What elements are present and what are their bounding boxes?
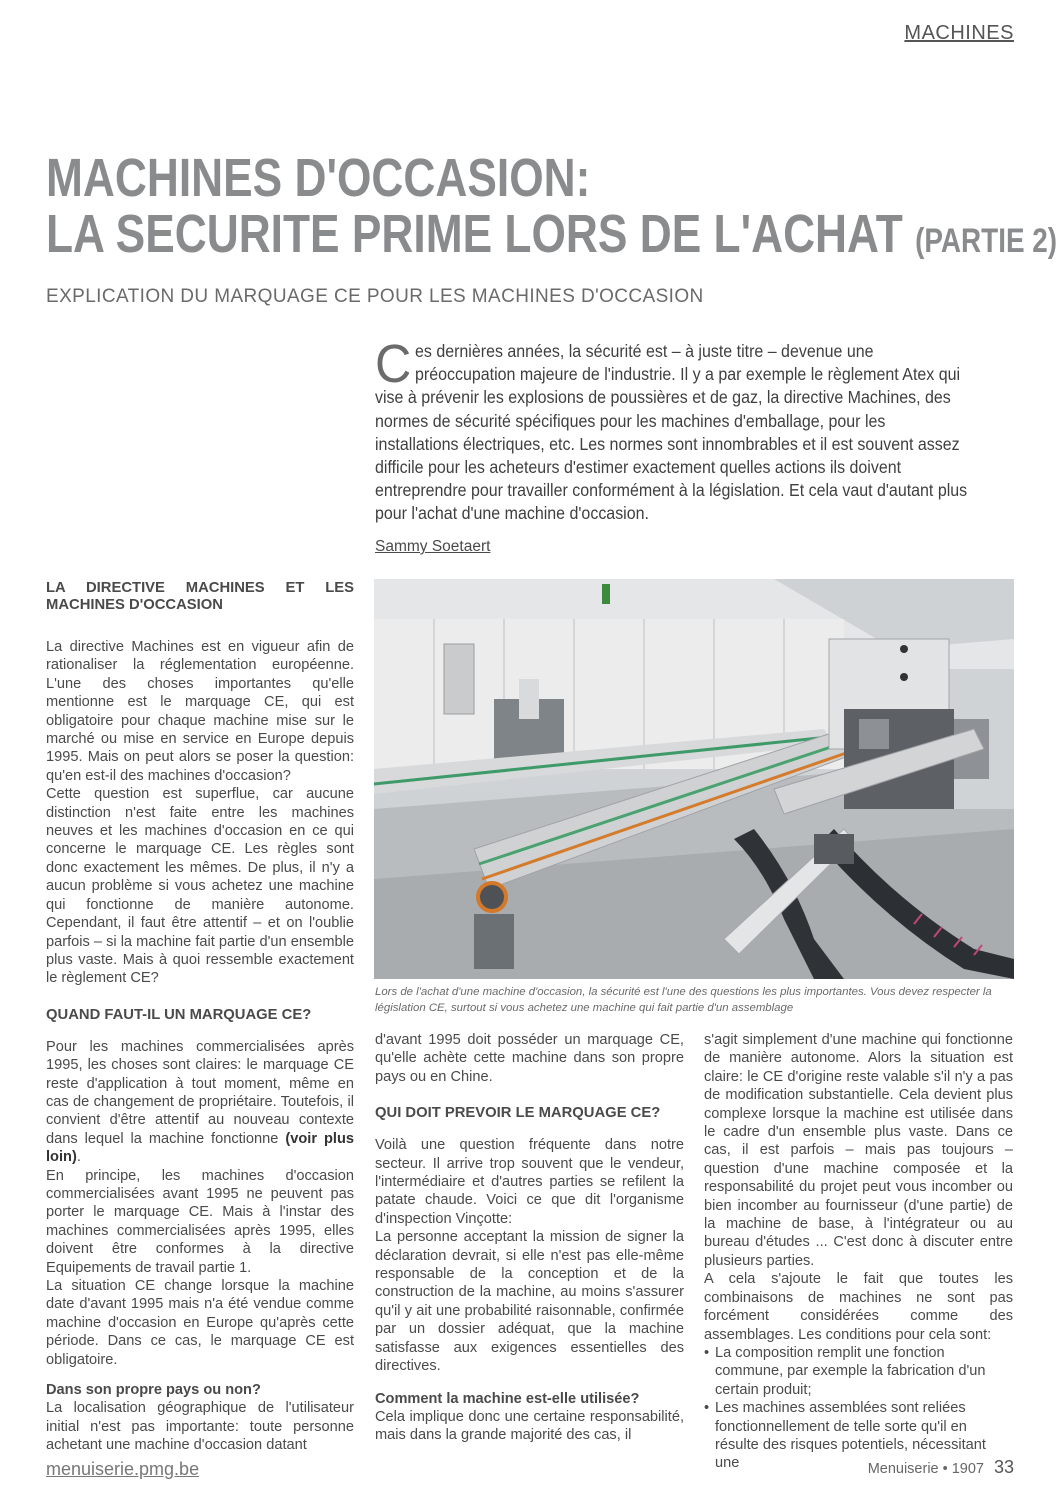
- heading-qui-doit: QUI DOIT PREVOIR LE MARQUAGE CE?: [375, 1105, 661, 1122]
- title-line-2: [46, 204, 1058, 269]
- col1-paragraph-4: En principe, les machines d'occasion commercialisées avant 1995 ne peuvent pas porter le marquage CE. Mais à l'instar des machines commercialisées après 1995, elles doivent être conformes à la directive Equipements de travail partie 1.: [46, 1167, 354, 1276]
- bullet-text: La composition remplit une fonction commune, par exemple la fabrication d'un certain produit;: [715, 1344, 986, 1398]
- subheading-machine-utilisee: Comment la machine est-elle utilisée?: [375, 1390, 640, 1407]
- article-title: [46, 148, 1058, 269]
- footer-magazine-issue: Menuiserie • 1907: [867, 1461, 984, 1477]
- factory-machine-illustration: [374, 579, 1014, 979]
- author-byline: Sammy Soetaert: [375, 538, 491, 555]
- footer-website-link[interactable]: menuiserie.pmg.be: [46, 1459, 200, 1479]
- intro-paragraph: [375, 334, 970, 526]
- col1-paragraph-3-end: .: [76, 1149, 81, 1166]
- bullet-item: [704, 1344, 1013, 1399]
- col3-paragraph-1: s'agit simplement d'une machine qui fonctionne de manière autonome. Alors la situation est claire: le CE d'origine reste valable s'il n'y a pas de modification substantielle. Cela devient plus complexe lorsque la machine est utilisée dans le cadre d'un ensemble plus vaste. Dans ce cas, il est parfois – mais pas toujours – question d'une machine composée et la responsabilité du projet peut vous incomber ou bien incomber au fournisseur (d'une partie) de la machine de base, à l'intégrateur ou au bureau d'études ... C'est donc à discuter entre plusieurs parties.: [704, 1032, 1013, 1269]
- article-subtitle: EXPLICATION DU MARQUAGE CE POUR LES MACHINES D'OCCASION: [46, 286, 704, 307]
- subheading-propre-pays: Dans son propre pays ou non?: [46, 1382, 261, 1399]
- col2-paragraph-4: Cela implique donc une certaine responsabilité, mais dans la grande majorité des cas, il: [375, 1408, 684, 1444]
- col1-paragraph-3-text: Pour les machines commercialisées après 1995, les choses sont claires: le marquage CE reste d'application à tout moment, même en cas de changement de propriétaire. Toutefois, il convient d'être attentif au nouveau contexte dans lequel la machine fonctionne: [46, 1038, 354, 1147]
- title-line-2-text: LA SECURITE PRIME LORS DE L'ACHAT: [46, 204, 903, 264]
- col2-paragraph-3: La personne acceptant la mission de signer la déclaration devrait, si elle n'est pas elle-même responsable de la conception et de la construction de la machine, au moins s'assurer qu'il y ait une probabilité raisonnable, confirmée par un dossier adéquat, que la machine satisfasse aux exigences essentielles des directives.: [375, 1229, 684, 1375]
- title-suffix: (PARTIE 2): [915, 222, 1058, 260]
- drop-cap: C: [375, 334, 412, 394]
- bullet-dot: •: [704, 1344, 710, 1361]
- heading-directive-machines: LA DIRECTIVE MACHINES ET LES MACHINES D'OCCASION: [46, 580, 354, 613]
- photo-caption: Lors de l'achat d'une machine d'occasion, la sécurité est l'une des questions les plus importantes. Vous devez respecter la législation CE, surtout si vous achetez une machine qui fait partie d'un assemblage: [375, 986, 992, 1014]
- col1-paragraph-3-bold: (voir plus loin): [46, 1130, 354, 1166]
- intro-text: es dernières années, la sécurité est – à juste titre – devenue une préoccupation majeure de l'industrie. Il y a par exemple le règlement Atex qui vise à prévenir les explosions de poussières et de gaz, la directive Machines, des normes de sécurité spécifiques pour les machines d'emballage, pour les installations électriques, etc. Les normes sont innombrables et il est souvent assez difficile pour les acheteurs d'estimer exactement quelles actions ils doivent entreprendre pour travailler conformément à la législation. Et cela vaut d'autant plus pour l'achat d'une machine d'occasion.: [375, 341, 968, 524]
- column-1: [46, 580, 354, 1455]
- col1-paragraph-2: Cette question est superflue, car aucune distinction n'est faite entre les machines neuves et les machines d'occasion en ce qui concerne le marquage CE. Les règles sont donc exactement les mêmes. De plus, il n'y a aucun problème si vous achetez une machine qui fonctionne de manière autonome. Cependant, il faut être attentif – et on l'oublie parfois – si la machine fait partie d'un ensemble plus vaste. Mais à quoi ressemble exactement le règlement CE?: [46, 786, 354, 987]
- col1-paragraph-1: La directive Machines est en vigueur afin de rationaliser la réglementation européenne. L'une des choses importantes qu'elle mentionne est le marquage CE, qui est obligatoire pour chaque machine mise sur le marché ou mise en service en Europe depuis 1995. Mais on peut alors se poser la question: qu'en est-il des machines d'occasion?: [46, 639, 354, 784]
- col1-paragraph-6: La localisation géographique de l'utilisateur initial n'est pas importante: toute personne achetant une machine d'occasion datant: [46, 1400, 354, 1454]
- article-photo: [374, 579, 1014, 979]
- heading-quand-marquage: QUAND FAUT-IL UN MARQUAGE CE?: [46, 1006, 312, 1023]
- col1-paragraph-3: [46, 1038, 354, 1167]
- page-number: 33: [993, 1457, 1014, 1477]
- bullet-text: Les machines assemblées sont reliées fonctionnellement de telle sorte qu'il en résulte des risques potentiels, nécessitant une: [715, 1400, 986, 1472]
- column-2: [375, 1031, 684, 1445]
- column-3: [704, 1031, 1013, 1473]
- col2-paragraph-1: d'avant 1995 doit posséder un marquage CE, qu'elle achète cette machine dans son propre pays ou en Chine.: [375, 1032, 684, 1085]
- col2-paragraph-2: Voilà une question fréquente dans notre secteur. Il arrive trop souvent que le vendeur, l'intermédiaire et d'autres parties se refilent la patate chaude. Voici ce que dit l'organisme d'inspection Vinçotte:: [375, 1137, 684, 1227]
- col3-paragraph-2: A cela s'ajoute le fait que toutes les combinaisons de machines ne sont pas forcément considérées comme des assemblages. Les conditions pour cela sont:: [704, 1271, 1013, 1343]
- section-tag: MACHINES: [904, 22, 1014, 44]
- bullet-dot: •: [704, 1400, 710, 1417]
- col1-paragraph-5: La situation CE change lorsque la machine date d'avant 1995 mais n'a été vendue comme machine d'occasion en Europe qu'après cette période. Dans ce cas, le marquage CE est obligatoire.: [46, 1278, 354, 1368]
- title-line-1: MACHINES D'OCCASION:: [46, 148, 591, 208]
